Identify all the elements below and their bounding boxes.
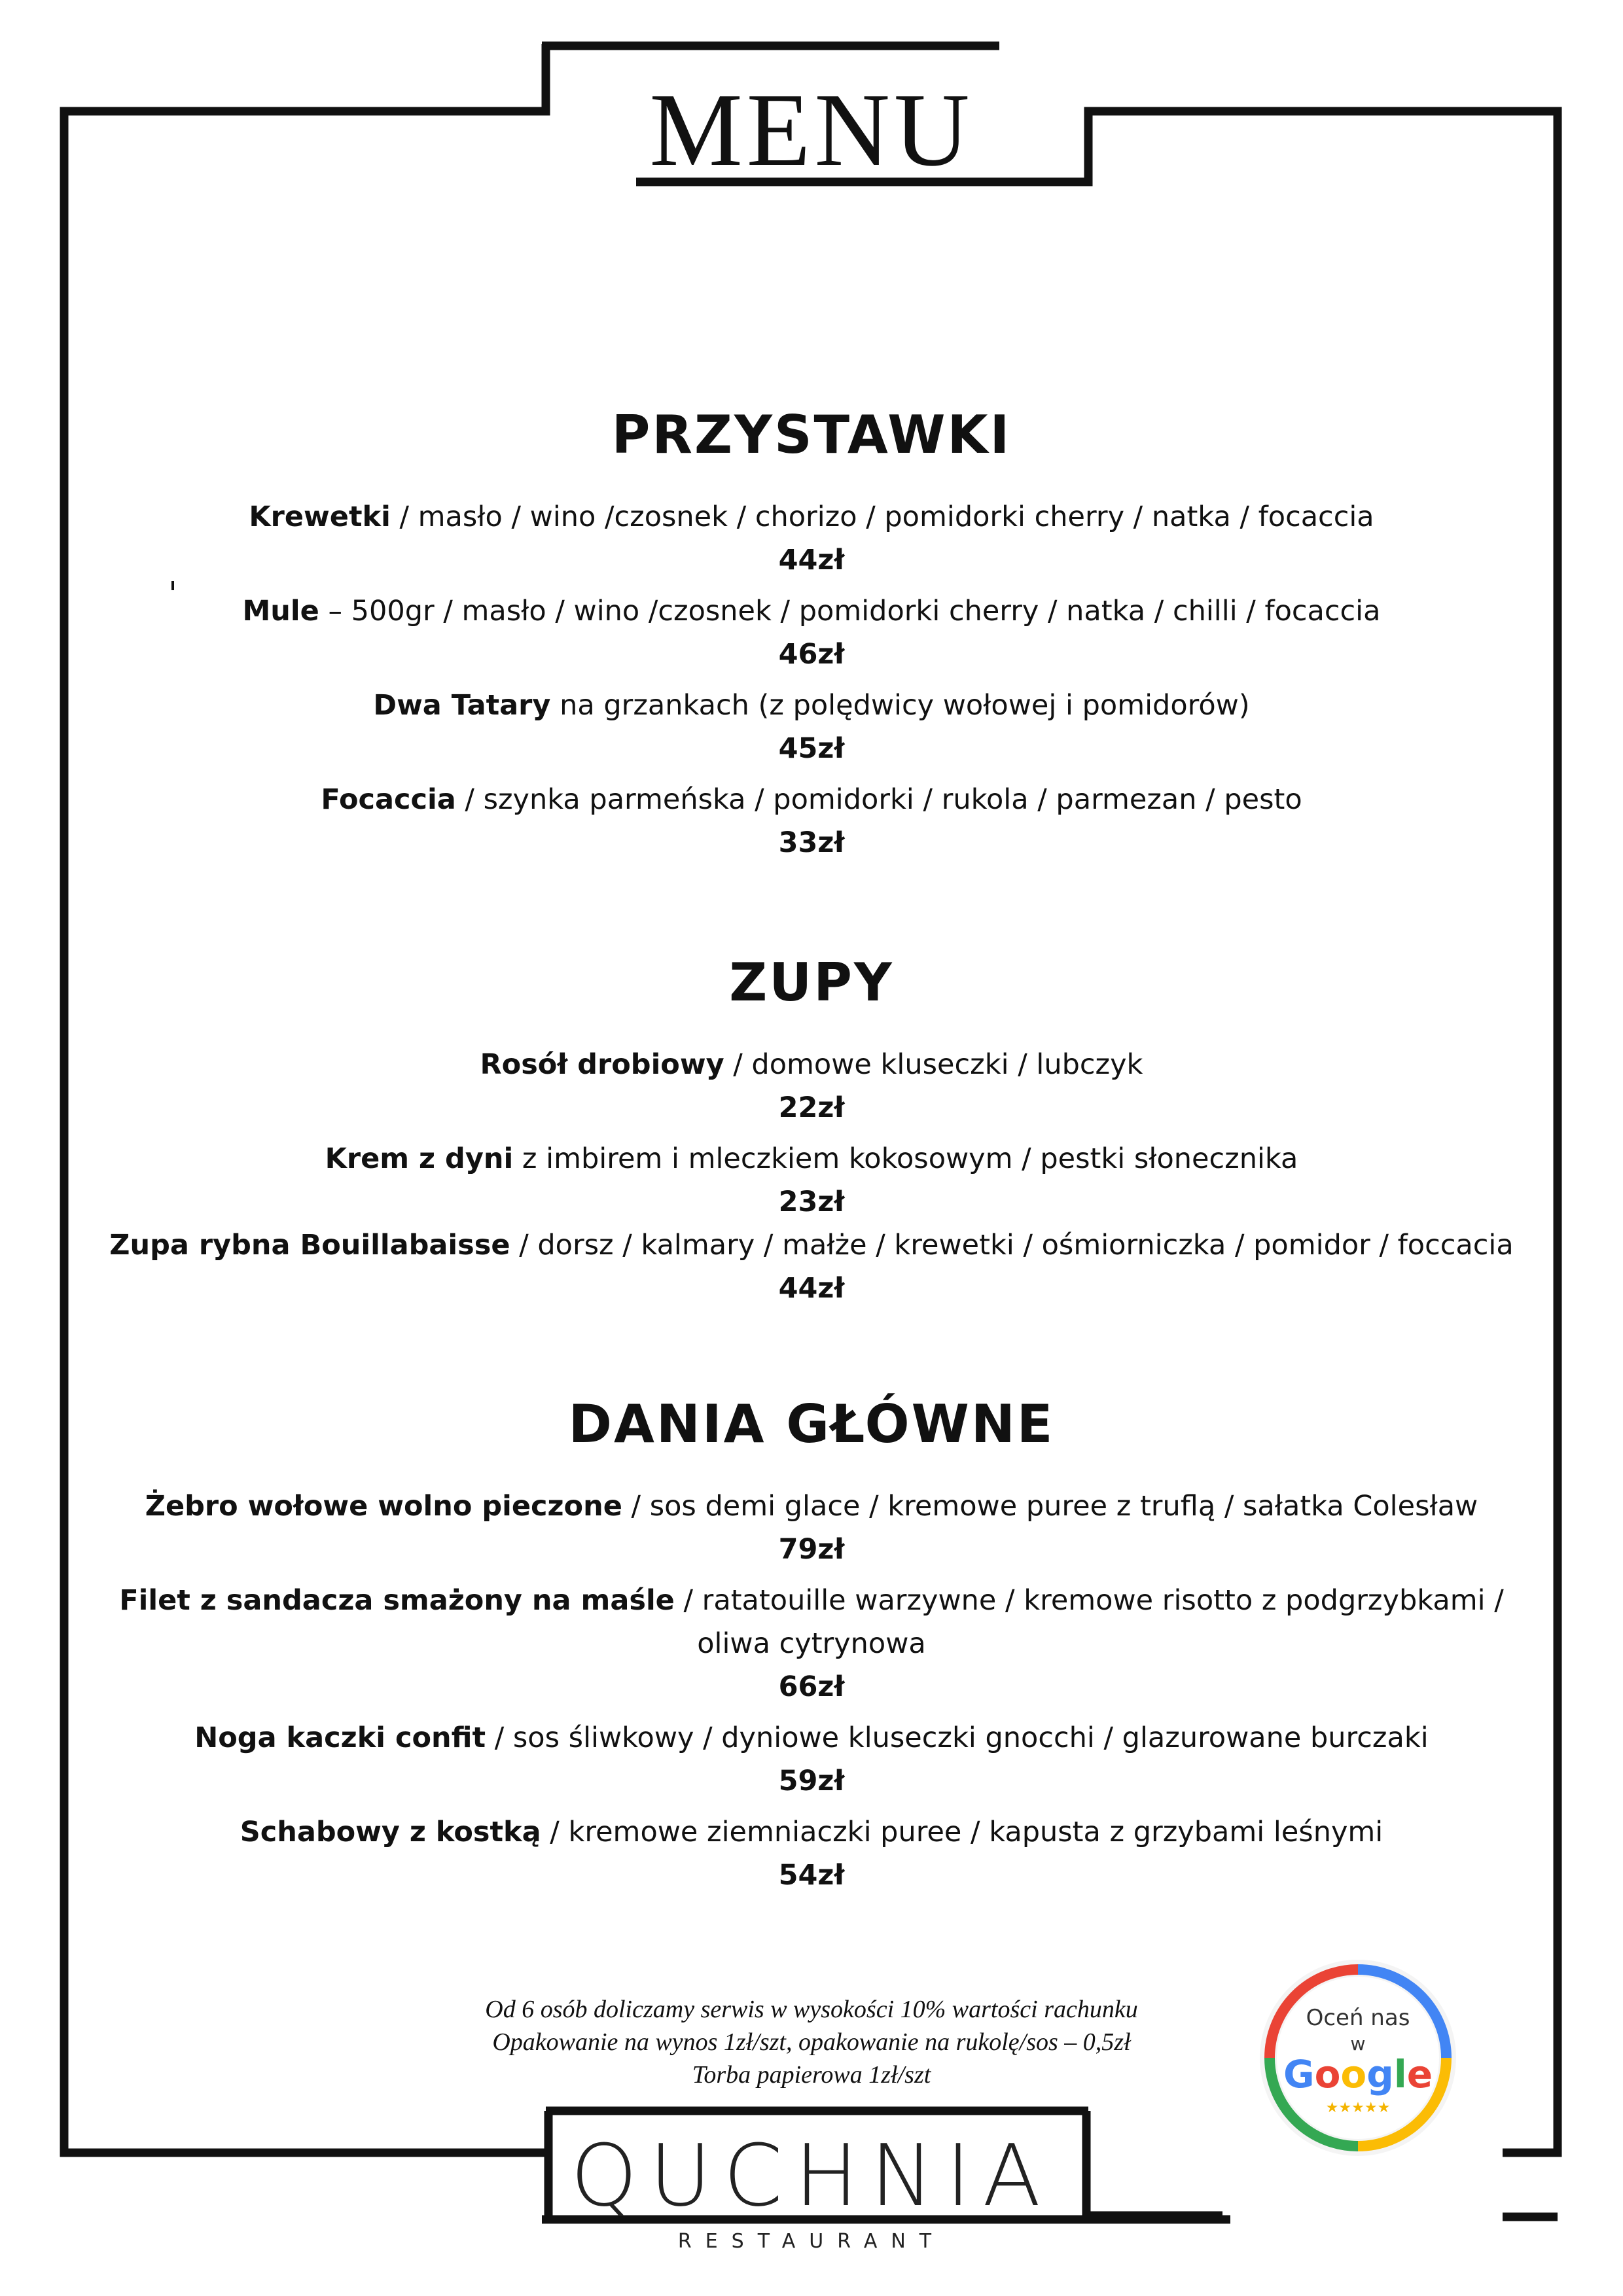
star-rating-icon: ★★★★★: [1325, 2100, 1391, 2116]
section-title: DANIA GŁÓWNE: [568, 1394, 1055, 1455]
dish-name: Rosół drobiowy: [480, 1048, 724, 1081]
google-logo-text: [1283, 2052, 1433, 2096]
dish-name: Krewetki: [249, 501, 391, 533]
dish-name: Dwa Tatary: [373, 689, 551, 722]
service-charge-note: Od 6 osób doliczamy serwis w wysokości 10% wartości rachunku: [485, 1996, 1138, 2023]
dish-price: 45zł: [778, 732, 845, 765]
menu-item: [85, 495, 1538, 582]
dish-price: 22zł: [778, 1091, 845, 1124]
dish-description: / sos demi glace / kremowe puree z truflą / sałatka Colesław: [622, 1490, 1478, 1523]
dish-description: / dorsz / kalmary / małże / krewetki / ośmiorniczka / pomidor / foccacia: [510, 1229, 1514, 1262]
dish-name: Focaccia: [321, 783, 456, 816]
restaurant-logo: [563, 2126, 1060, 2253]
menu-item: [85, 778, 1538, 864]
footer-notes: [386, 1993, 1237, 2091]
dish-name: Zupa rybna Bouillabaisse: [109, 1229, 510, 1262]
dish-price: 79zł: [778, 1533, 845, 1566]
dish-name: Filet z sandacza smażony na maśle: [119, 1584, 675, 1617]
bag-note: Torba papierowa 1zł/szt: [692, 2061, 931, 2089]
section-title: ZUPY: [729, 952, 894, 1013]
dish-description: na grzankach (z polędwicy wołowej i pomidorów): [550, 689, 1250, 722]
dish-description: z imbirem i mleczkiem kokosowym / pestki słonecznika: [513, 1142, 1298, 1175]
section-title: PRZYSTAWKI: [611, 404, 1012, 465]
menu-item: [85, 590, 1538, 676]
menu-item: [85, 1716, 1538, 1803]
google-logo-letter: G: [1283, 2052, 1315, 2096]
dish-description: / domowe kluseczki / lubczyk: [724, 1048, 1143, 1081]
brand-subtitle: RESTAURANT: [677, 2230, 946, 2253]
badge-text-in: w: [1350, 2033, 1366, 2055]
menu-title: MENU: [649, 71, 974, 188]
dish-price: 66zł: [778, 1670, 845, 1703]
dish-name: Schabowy z kostką: [240, 1816, 541, 1848]
dish-name: Noga kaczki confit: [194, 1722, 486, 1754]
google-logo-letter: l: [1393, 2052, 1407, 2096]
menu-item: [85, 1485, 1538, 1571]
dish-description: / szynka parmeńska / pomidorki / rukola / parmezan / pesto: [455, 783, 1302, 816]
dish-description: / masło / wino /czosnek / chorizo / pomidorki cherry / natka / focaccia: [390, 501, 1374, 533]
menu-item: [85, 1579, 1538, 1708]
dish-name: Krem z dyni: [325, 1142, 514, 1175]
dish-name: Mule: [242, 595, 319, 627]
menu-item: [85, 684, 1538, 770]
dish-description: / ratatouille warzywne / kremowe risotto z podgrzybkami / oliwa cytrynowa: [674, 1584, 1504, 1660]
google-logo-letter: g: [1366, 2052, 1394, 2096]
dish-description: / kremowe ziemniaczki puree / kapusta z grzybami leśnymi: [541, 1816, 1383, 1848]
dish-description: – 500gr / masło / wino /czosnek / pomidorki cherry / natka / chilli / focaccia: [319, 595, 1381, 627]
dish-price: 44zł: [778, 1272, 845, 1305]
google-logo-letter: o: [1314, 2052, 1341, 2096]
dish-price: 54zł: [778, 1859, 845, 1892]
menu-item: [85, 1224, 1538, 1310]
google-review-badge[interactable]: [1257, 1956, 1459, 2159]
dish-price: 44zł: [778, 544, 845, 576]
dish-description: / sos śliwkowy / dyniowe kluseczki gnocchi / glazurowane burczaki: [486, 1722, 1429, 1754]
dish-name: Żebro wołowe wolno pieczone: [145, 1490, 622, 1523]
section-dania-glowne: [85, 1394, 1538, 1905]
dish-price: 59zł: [778, 1765, 845, 1797]
menu-item: [85, 1810, 1538, 1897]
menu-item: [85, 1043, 1538, 1129]
google-logo-letter: e: [1406, 2052, 1433, 2096]
google-logo-letter: o: [1340, 2052, 1367, 2096]
dish-price: 23zł: [778, 1186, 845, 1218]
dish-price: 46zł: [778, 638, 845, 671]
brand-name: QUCHNIA: [570, 2126, 1053, 2225]
menu-item: [85, 1137, 1538, 1224]
section-zupy: [85, 952, 1538, 1318]
packaging-note: Opakowanie na wynos 1zł/szt, opakowanie na rukolę/sos – 0,5zł: [492, 2028, 1131, 2056]
badge-text-rate-us: Oceń nas: [1306, 2005, 1410, 2031]
section-przystawki: [85, 404, 1538, 872]
dish-price: 33zł: [778, 826, 845, 859]
